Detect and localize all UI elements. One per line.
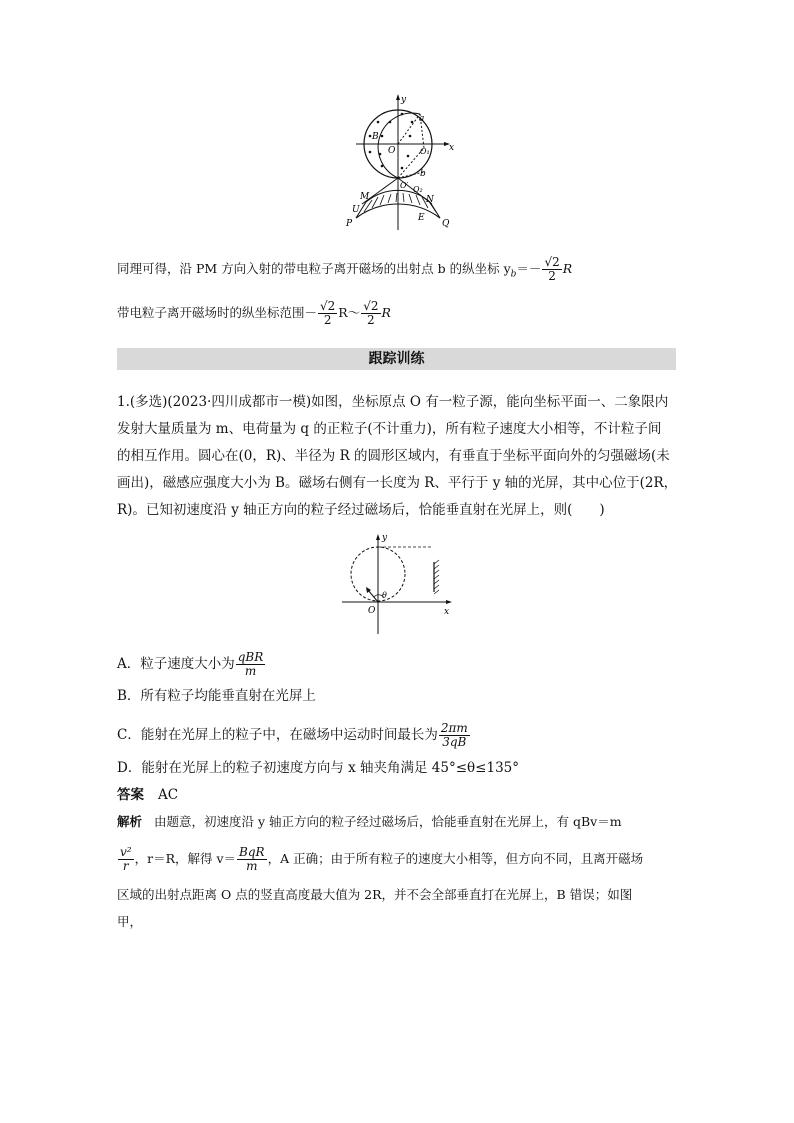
option-A-text: A．粒子速度大小为 — [117, 656, 235, 672]
label-U: U — [352, 205, 360, 215]
fraction-num: √2 — [320, 299, 336, 313]
option-A — [117, 651, 266, 678]
solution-line-2-mid: R～ — [338, 305, 361, 320]
fraction-den: 3qB — [442, 735, 467, 749]
fraction-den: r — [122, 859, 129, 873]
fraction — [118, 846, 134, 873]
analysis-line-2-mid: ，r＝R，解得 v＝ — [134, 851, 237, 866]
solution-line-1-eq: ＝－ — [516, 261, 542, 276]
label-O2: O₂ — [413, 185, 423, 194]
fraction-den: 2 — [323, 313, 332, 327]
question-line-1: 1.(多选)(2023·四川成都市一模)如图，坐标原点 O 有一粒子源，能向坐标平面一、二象限内 — [117, 394, 669, 410]
analysis-line-1 — [117, 812, 622, 832]
solution-line-1 — [117, 256, 572, 285]
analysis-line-1-text: 由题意，初速度沿 y 轴正方向的粒子经过磁场后，恰能垂直射在光屏上，有 qBv＝m — [154, 814, 622, 829]
answer-label: 答案 — [117, 787, 144, 803]
question-line-3: 的相互作用。圆心在(0，R)、半径为 R 的圆形区域内，有垂直于坐标平面向外的匀强磁场(未 — [117, 448, 670, 464]
fraction-num: qBR — [237, 650, 264, 664]
answer-value: AC — [158, 787, 179, 803]
fraction-num: 2πm — [440, 721, 468, 735]
label-N: N — [426, 195, 434, 205]
fraction-den: 2 — [548, 269, 556, 283]
fraction-num: BqR — [239, 845, 265, 859]
solution-line-1-text: 同理可得，沿 PM 方向入射的带电粒子离开磁场的出射点 b 的纵坐标 y — [117, 261, 511, 276]
solution-line-2-text: 带电粒子离开磁场时的纵坐标范围－ — [117, 305, 318, 320]
option-C-text: C．能射在光屏上的粒子中，在磁场中运动时间最长为 — [117, 727, 438, 743]
label-O1: O₁ — [420, 147, 430, 156]
analysis-line-2 — [117, 846, 643, 873]
label-a: a — [419, 114, 425, 124]
label-y: y — [401, 95, 407, 105]
label-O: O — [368, 606, 376, 616]
analysis-line-3: 区域的出射点距离 O 点的竖直高度最大值为 2R，并不会全部垂直打在光屏上，B 错误；如图 — [117, 887, 633, 902]
label-y: y — [382, 533, 388, 543]
option-B: B．所有粒子均能垂直射在光屏上 — [117, 688, 316, 704]
figure-magnetic-field-diagram — [340, 92, 460, 238]
label-theta: θ — [382, 591, 387, 600]
fraction — [237, 846, 267, 873]
trajectory-arc — [378, 113, 420, 178]
solution-line-2 — [117, 300, 391, 327]
fraction — [542, 256, 561, 283]
solution-line-1-suffix: R — [562, 261, 573, 276]
option-D: D．能射在光屏上的粒子初速度方向与 x 轴夹角满足 45°≤θ≤135° — [117, 760, 520, 776]
fraction-den: m — [244, 664, 257, 678]
answer-line — [117, 785, 178, 805]
figure-coordinate-diagram — [338, 532, 456, 636]
label-E: E — [418, 213, 425, 223]
fraction-num: √2 — [544, 255, 560, 269]
fraction — [318, 300, 337, 327]
analysis-line-2-suffix: ，A 正确；由于所有粒子的速度大小相等，但方向不同，且离开磁场 — [267, 851, 644, 866]
label-O: O — [388, 146, 396, 156]
label-x: x — [449, 143, 455, 153]
label-P: P — [346, 219, 353, 229]
label-O-prime: O′ — [400, 181, 409, 190]
solution-line-2-suffix: R — [381, 305, 391, 320]
label-Q: Q — [442, 219, 450, 229]
solution-line-1-sub: b — [510, 269, 517, 280]
fraction-den: m — [246, 859, 258, 873]
fraction-num: √2 — [363, 299, 379, 313]
fraction-num: v² — [120, 845, 132, 859]
analysis-label: 解析 — [117, 814, 143, 829]
label-x: x — [444, 607, 450, 617]
analysis-line-4: 甲， — [117, 914, 143, 929]
section-title: 跟踪训练 — [368, 351, 425, 367]
label-M: M — [360, 192, 370, 202]
label-b: b — [420, 169, 426, 179]
question-line-4: 画出)，磁感应强度大小为 B。磁场右侧有一长度为 R、平行于 y 轴的光屏，其中心位于(2R， — [117, 475, 678, 491]
fraction — [439, 722, 470, 749]
question-line-5: R)。已知初速度沿 y 轴正方向的粒子经过磁场后，恰能垂直射在光屏上，则( ) — [117, 502, 605, 518]
fraction — [236, 651, 266, 678]
question-line-2: 发射大量质量为 m、电荷量为 q 的正粒子(不计重力)，所有粒子速度大小相等，不计粒子间 — [117, 421, 662, 437]
fraction — [361, 300, 380, 327]
fraction-den: 2 — [367, 313, 375, 327]
label-B: B — [372, 132, 379, 142]
option-C — [117, 722, 471, 749]
